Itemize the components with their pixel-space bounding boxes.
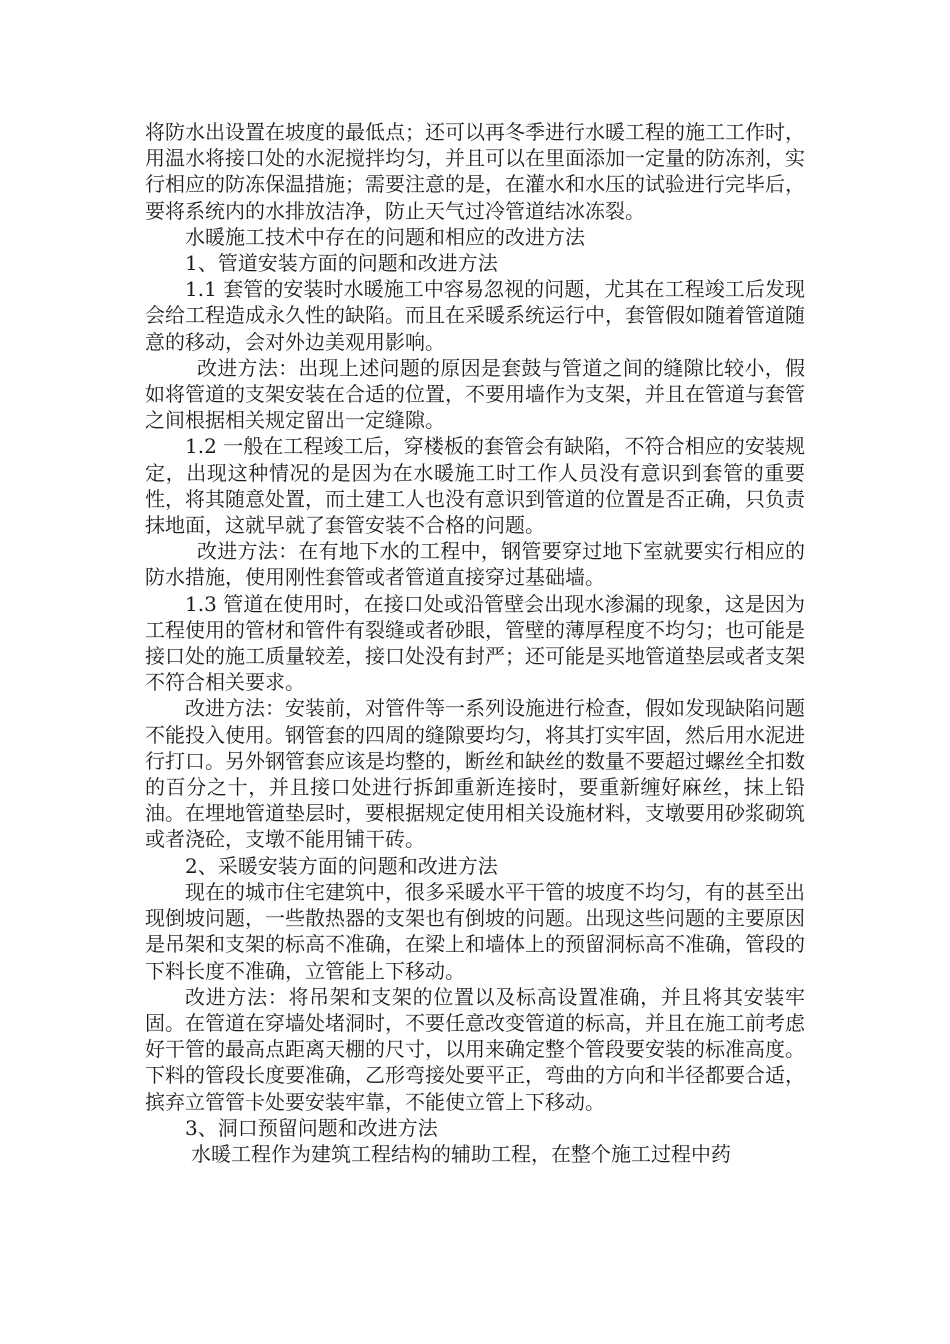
- paragraph-1-3-leakage: 1.3 管道在使用时，在接口处或沿管壁会出现水渗漏的现象，这是因为工程使用的管材和管件有裂缝或者砂眼，管壁的薄厚程度不均匀；也可能是接口处的施工质量较差，接口处没有封严；还可能是买地管道垫层或者支架不符合相关要求。: [145, 591, 805, 695]
- section-heading-heating-installation: 2、采暖安装方面的问题和改进方法: [185, 853, 498, 878]
- paragraph-1-2-fix: 改进方法：在有地下水的工程中，钢管要穿过地下室就要实行相应的防水措施，使用刚性套管或者管道直接穿过基础墙。: [145, 539, 805, 590]
- paragraph-2-slope: 现在的城市住宅建筑中，很多采暖水平干管的坡度不均匀，有的甚至出现倒坡问题，一些散热器的支架也有倒坡的问题。出现这些问题的主要原因是吊架和支架的标高不准确，在梁上和墙体上的预留洞标高不准确，管段的下料长度不准确，立管能上下移动。: [145, 879, 805, 983]
- paragraph-3-intro: 水暖工程作为建筑工程结构的辅助工程，在整个施工过程中药: [191, 1141, 731, 1166]
- section-heading-pipe-installation: 1、管道安装方面的问题和改进方法: [185, 251, 498, 276]
- document-body: [145, 119, 805, 1167]
- paragraph-1-1-fix: 改进方法：出现上述问题的原因是套鼓与管道之间的缝隙比较小，假如将管道的支架安装在合适的位置，不要用墙作为支架，并且在管道与套管之间根据相关规定留出一定缝隙。: [145, 355, 805, 433]
- section-heading-openings: 3、洞口预留问题和改进方法: [185, 1115, 438, 1140]
- paragraph-1-2-floor-sleeve: 1.2 一般在工程竣工后，穿楼板的套管会有缺陷，不符合相应的安装规定，出现这种情况的是因为在水暖施工时工作人员没有意识到套管的重要性，将其随意处置，而土建工人也没有意识到管道的位置是否正确，只负责抹地面，这就早就了套管安装不合格的问题。: [145, 434, 805, 538]
- paragraph-1-3-fix: 改进方法：安装前，对管件等一系列设施进行检查，假如发现缺陷问题不能投入使用。钢管套的四周的缝隙要均匀，将其打实牢固，然后用水泥进行打口。另外钢管套应该是均整的，断丝和缺丝的数量不要超过螺丝全扣数的百分之十，并且接口处进行拆卸重新连接时，要重新缠好麻丝，抹上铅油。在埋地管道垫层时，要根据规定使用相关设施材料，支墩要用砂浆砌筑或者浇砼，支墩不能用铺干砖。: [145, 696, 805, 852]
- section-heading-problems: 水暖施工技术中存在的问题和相应的改进方法: [185, 224, 585, 249]
- paragraph-waterproof-winter: 将防水出设置在坡度的最低点；还可以再冬季进行水暖工程的施工工作时，用温水将接口处的水泥搅拌均匀，并且可以在里面添加一定量的防冻剂，实行相应的防冻保温措施；需要注意的是，在灌水和水压的试验进行完毕后，要将系统内的水排放洁净，防止天气过冷管道结冰冻裂。: [145, 120, 805, 223]
- paragraph-1-1-sleeve: 1.1 套管的安装时水暖施工中容易忽视的问题，尤其在工程竣工后发现会给工程造成永久性的缺陷。而且在采暖系统运行中，套管假如随着管道随意的移动，会对外边美观用影响。: [145, 277, 805, 354]
- paragraph-2-fix: 改进方法：将吊架和支架的位置以及标高设置准确，并且将其安装牢固。在管道在穿墙处堵洞时，不要任意改变管道的标高，并且在施工前考虑好干管的最高点距离天棚的尺寸，以用来确定整个管段要安装的标准高度。下料的管段长度要准确，乙形弯接处要平正，弯曲的方向和半径都要合适，摈弃立管管卡处要安装牢靠，不能使立管上下移动。: [145, 984, 805, 1114]
